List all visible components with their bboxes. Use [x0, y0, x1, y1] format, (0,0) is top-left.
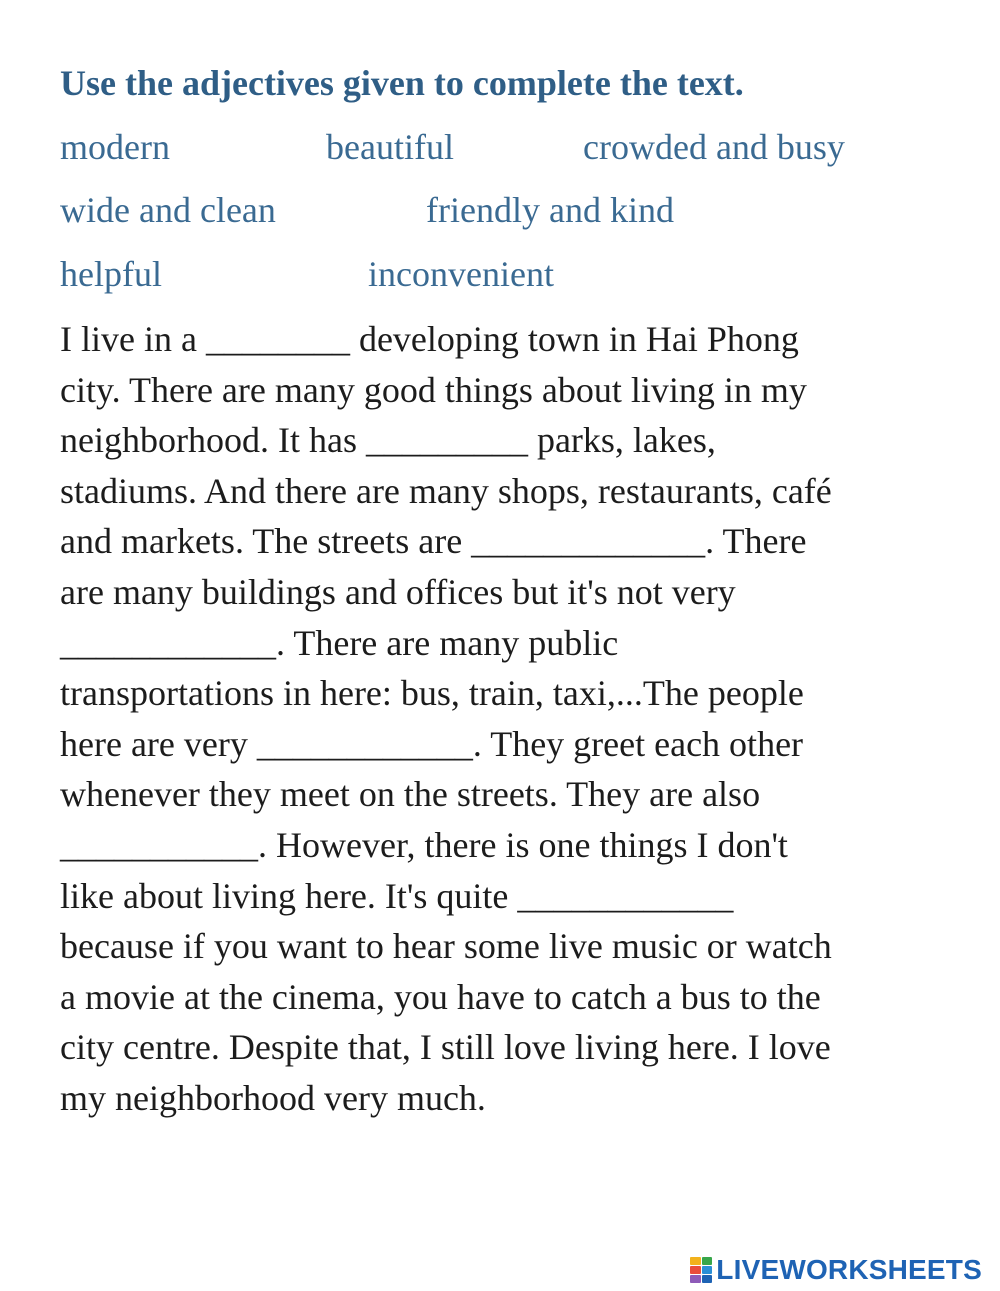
logo-square: [690, 1275, 701, 1283]
passage-line: city. There are many good things about living in my: [60, 369, 807, 410]
passage-line: ___________. However, there is one things I don't: [60, 824, 788, 865]
word-bank-item: modern: [60, 127, 170, 167]
logo-square: [702, 1275, 713, 1283]
passage-line: city centre. Despite that, I still love living here. I love: [60, 1027, 831, 1068]
blank-6[interactable]: ___________: [60, 824, 258, 865]
word-bank-item: wide and clean: [60, 190, 276, 230]
logo-square: [702, 1266, 713, 1274]
passage-line: a movie at the cinema, you have to catch a bus to the: [60, 976, 821, 1017]
passage-line: whenever they meet on the streets. They are also: [60, 774, 761, 815]
logo-grid-icon: [690, 1257, 712, 1283]
passage-line: and markets. The streets are _____________. There: [60, 521, 807, 562]
blank-7[interactable]: ____________: [517, 875, 734, 916]
passage-line: stadiums. And there are many shops, restaurants, café: [60, 470, 832, 511]
logo-square: [690, 1266, 701, 1274]
passage-line: my neighborhood very much.: [60, 1077, 486, 1118]
word-bank-item: beautiful: [326, 127, 454, 167]
word-bank-item: inconvenient: [368, 254, 554, 294]
passage-line: are many buildings and offices but it's not very: [60, 571, 736, 612]
logo-text: LIVEWORKSHEETS: [716, 1254, 982, 1285]
blank-3[interactable]: _____________: [471, 521, 706, 562]
blank-2[interactable]: _________: [365, 420, 528, 461]
logo-square: [690, 1257, 701, 1265]
word-bank-item: crowded and busy: [583, 127, 845, 167]
passage-line: like about living here. It's quite ____________: [60, 875, 734, 916]
blank-4[interactable]: ____________: [60, 622, 276, 663]
passage-line: here are very ____________. They greet each other: [60, 723, 804, 764]
logo-square: [702, 1257, 713, 1265]
passage-line: neighborhood. It has _________ parks, lakes,: [60, 420, 716, 461]
instruction-heading: Use the adjectives given to complete the text.: [60, 63, 744, 103]
passage-line: because if you want to hear some live music or watch: [60, 926, 832, 967]
passage: [60, 314, 960, 1124]
passage-line: I live in a ________ developing town in Hai Phong: [60, 319, 799, 359]
passage-line: ____________. There are many public: [60, 622, 619, 663]
word-bank-item: helpful: [60, 254, 162, 294]
passage-line: transportations in here: bus, train, taxi,...The people: [60, 673, 804, 714]
liveworksheets-logo: [690, 1253, 982, 1287]
blank-1[interactable]: ________: [205, 319, 350, 359]
blank-5[interactable]: ____________: [256, 723, 473, 764]
word-bank-item: friendly and kind: [426, 190, 674, 230]
